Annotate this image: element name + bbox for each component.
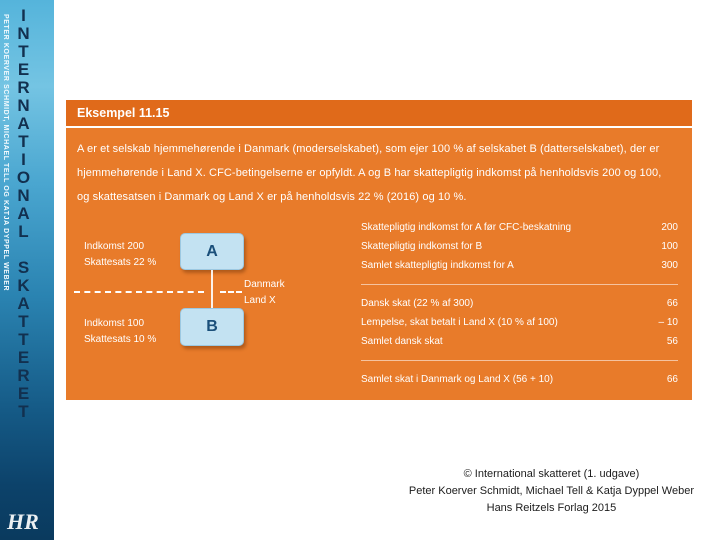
spine-authors-text: PETER KOERVER SCHMIDT, MICHAEL TELL OG KATJA DYPPEL WEBER (2, 14, 9, 292)
table-row-value: 300 (661, 260, 678, 271)
ownership-connector-line (211, 270, 213, 308)
example-box (66, 100, 692, 400)
table-row-value: 66 (666, 298, 678, 309)
tax-calculation-table (361, 218, 678, 389)
company-b-rate-label: Skattesats 10 % (84, 334, 157, 345)
book-spine-sidebar (0, 0, 54, 540)
country-border-dashed-line-left (74, 291, 204, 293)
table-row-label: Lempelse, skat betalt i Land X (10 % af 100) (361, 317, 558, 328)
company-b-letter: B (206, 318, 218, 335)
table-separator (361, 284, 678, 285)
table-row (361, 256, 678, 275)
table-row (361, 332, 678, 351)
table-row-value: – 10 (658, 317, 678, 328)
country-border-dashed-line-right (220, 291, 242, 293)
company-a-letter: A (206, 242, 218, 260)
example-title: Eksempel 11.15 (77, 106, 170, 120)
slide-footer (409, 466, 694, 517)
spine-title-text: INTERNATIONAL SKATTERET (14, 6, 33, 420)
table-row-value: 200 (661, 222, 678, 233)
table-row-label: Samlet dansk skat (361, 336, 443, 347)
table-row-label: Skattepligtig indkomst for A før CFC-beskatning (361, 222, 572, 233)
footer-publisher-line: Hans Reitzels Forlag 2015 (486, 502, 617, 515)
table-row-value: 66 (666, 374, 678, 385)
table-row-label: Skattepligtig indkomst for B (361, 241, 483, 252)
company-a-rate-label: Skattesats 22 % (84, 257, 157, 268)
example-header-bar (66, 100, 692, 126)
publisher-hr-logo: HR (7, 509, 39, 534)
table-row (361, 294, 678, 313)
footer-copyright-line: © International skatteret (1. udgave) (463, 468, 640, 480)
table-separator (361, 360, 678, 361)
company-a-box (180, 233, 244, 270)
example-body (66, 128, 692, 400)
table-row-value: 56 (666, 336, 678, 347)
table-row-label: Samlet skat i Danmark og Land X (56 + 10) (361, 374, 554, 385)
country-label-danmark: Danmark (244, 279, 285, 290)
table-row (361, 370, 678, 389)
company-b-income-label: Indkomst 100 (84, 318, 145, 329)
table-row (361, 313, 678, 332)
country-label-land-x: Land X (244, 295, 276, 306)
company-a-income-label: Indkomst 200 (84, 241, 145, 252)
table-row-label: Dansk skat (22 % af 300) (361, 298, 474, 309)
table-row (361, 218, 678, 237)
example-description: A er et selskab hjemmehørende i Danmark (moderselskabet), som ejer 100 % af selskabet B (datterselskabet), der er hjemmehørende i Land X. CFC-betingelserne er opfyldt. A og B har skattepligtig indkomst på henholdsvis 200 og 100, og skattesatsen i Danmark og Land X er på henholdsvis 22 % (2016) og 10 %. (77, 143, 662, 204)
table-row-label: Samlet skattepligtig indkomst for A (361, 260, 514, 271)
company-b-box (180, 308, 244, 346)
table-row-value: 100 (661, 241, 678, 252)
footer-authors-line: Peter Koerver Schmidt, Michael Tell & Katja Dyppel Weber (408, 485, 694, 498)
table-row (361, 237, 678, 256)
